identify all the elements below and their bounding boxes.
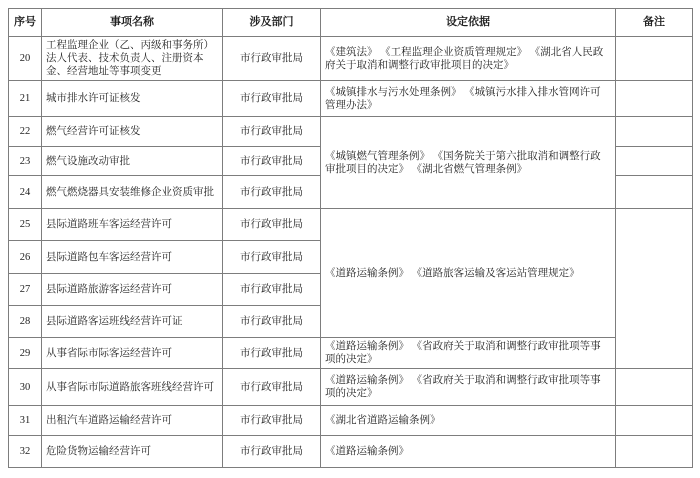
remark-cell bbox=[616, 406, 693, 436]
header-dept: 涉及部门 bbox=[223, 9, 321, 37]
basis-cell: 《道路运输条例》 《省政府关于取消和调整行政审批项等事项的决定》 bbox=[321, 369, 616, 406]
header-remark: 备注 bbox=[616, 9, 693, 37]
approval-items-table bbox=[8, 8, 693, 468]
basis-cell: 《湖北省道路运输条例》 bbox=[321, 406, 616, 436]
row-number-cell: 25 bbox=[9, 209, 42, 241]
item-name-cell: 危险货物运输经营许可 bbox=[42, 436, 223, 468]
item-name-cell: 从事省际市际客运经营许可 bbox=[42, 338, 223, 369]
item-name-cell: 县际道路客运班线经营许可证 bbox=[42, 306, 223, 338]
remark-cell bbox=[616, 117, 693, 147]
row-number-cell: 22 bbox=[9, 117, 42, 147]
item-name-cell: 县际道路包车客运经营许可 bbox=[42, 241, 223, 274]
basis-cell: 《道路运输条例》 《省政府关于取消和调整行政审批项等事项的决定》 bbox=[321, 338, 616, 369]
remark-cell-merged bbox=[616, 209, 693, 369]
department-cell: 市行政审批局 bbox=[223, 406, 321, 436]
remark-cell bbox=[616, 37, 693, 81]
remark-cell bbox=[616, 369, 693, 406]
item-name-cell: 城市排水许可证核发 bbox=[42, 81, 223, 117]
row-number-cell: 20 bbox=[9, 37, 42, 81]
row-number-cell: 30 bbox=[9, 369, 42, 406]
basis-cell: 《城镇排水与污水处理条例》 《城镇污水排入排水管网许可管理办法》 bbox=[321, 81, 616, 117]
table-row bbox=[9, 81, 693, 117]
row-number-cell: 31 bbox=[9, 406, 42, 436]
row-number-cell: 24 bbox=[9, 176, 42, 209]
department-cell: 市行政审批局 bbox=[223, 176, 321, 209]
remark-cell bbox=[616, 147, 693, 176]
row-number-cell: 27 bbox=[9, 274, 42, 306]
table-header-row bbox=[9, 9, 693, 37]
basis-cell-merged: 《城镇燃气管理条例》 《国务院关于第六批取消和调整行政审批项目的决定》 《湖北省燃气管理条例》 bbox=[321, 117, 616, 209]
header-name: 事项名称 bbox=[42, 9, 223, 37]
table-row bbox=[9, 209, 693, 241]
department-cell: 市行政审批局 bbox=[223, 147, 321, 176]
item-name-cell: 工程监理企业（乙、丙级和事务所）法人代表、技术负责人、注册资本金、经营地址等事项变更 bbox=[42, 37, 223, 81]
remark-cell bbox=[616, 176, 693, 209]
row-number-cell: 23 bbox=[9, 147, 42, 176]
table-row bbox=[9, 436, 693, 468]
item-name-cell: 县际道路班车客运经营许可 bbox=[42, 209, 223, 241]
row-number-cell: 32 bbox=[9, 436, 42, 468]
item-name-cell: 燃气经营许可证核发 bbox=[42, 117, 223, 147]
department-cell: 市行政审批局 bbox=[223, 369, 321, 406]
row-number-cell: 29 bbox=[9, 338, 42, 369]
basis-cell: 《道路运输条例》 bbox=[321, 436, 616, 468]
remark-cell bbox=[616, 436, 693, 468]
department-cell: 市行政审批局 bbox=[223, 37, 321, 81]
basis-cell-merged: 《道路运输条例》 《道路旅客运输及客运站管理规定》 bbox=[321, 209, 616, 338]
table-row bbox=[9, 369, 693, 406]
department-cell: 市行政审批局 bbox=[223, 117, 321, 147]
table-row bbox=[9, 338, 693, 369]
department-cell: 市行政审批局 bbox=[223, 209, 321, 241]
item-name-cell: 燃气设施改动审批 bbox=[42, 147, 223, 176]
department-cell: 市行政审批局 bbox=[223, 241, 321, 274]
row-number-cell: 28 bbox=[9, 306, 42, 338]
department-cell: 市行政审批局 bbox=[223, 436, 321, 468]
item-name-cell: 出租汽车道路运输经营许可 bbox=[42, 406, 223, 436]
department-cell: 市行政审批局 bbox=[223, 274, 321, 306]
basis-cell: 《建筑法》 《工程监理企业资质管理规定》 《湖北省人民政府关于取消和调整行政审批项目的决定》 bbox=[321, 37, 616, 81]
remark-cell bbox=[616, 81, 693, 117]
department-cell: 市行政审批局 bbox=[223, 306, 321, 338]
row-number-cell: 21 bbox=[9, 81, 42, 117]
table-row bbox=[9, 406, 693, 436]
row-number-cell: 26 bbox=[9, 241, 42, 274]
department-cell: 市行政审批局 bbox=[223, 338, 321, 369]
table-row bbox=[9, 117, 693, 147]
item-name-cell: 燃气燃烧器具安装维修企业资质审批 bbox=[42, 176, 223, 209]
header-basis: 设定依据 bbox=[321, 9, 616, 37]
item-name-cell: 县际道路旅游客运经营许可 bbox=[42, 274, 223, 306]
item-name-cell: 从事省际市际道路旅客班线经营许可 bbox=[42, 369, 223, 406]
table-row bbox=[9, 37, 693, 81]
department-cell: 市行政审批局 bbox=[223, 81, 321, 117]
header-no: 序号 bbox=[9, 9, 42, 37]
